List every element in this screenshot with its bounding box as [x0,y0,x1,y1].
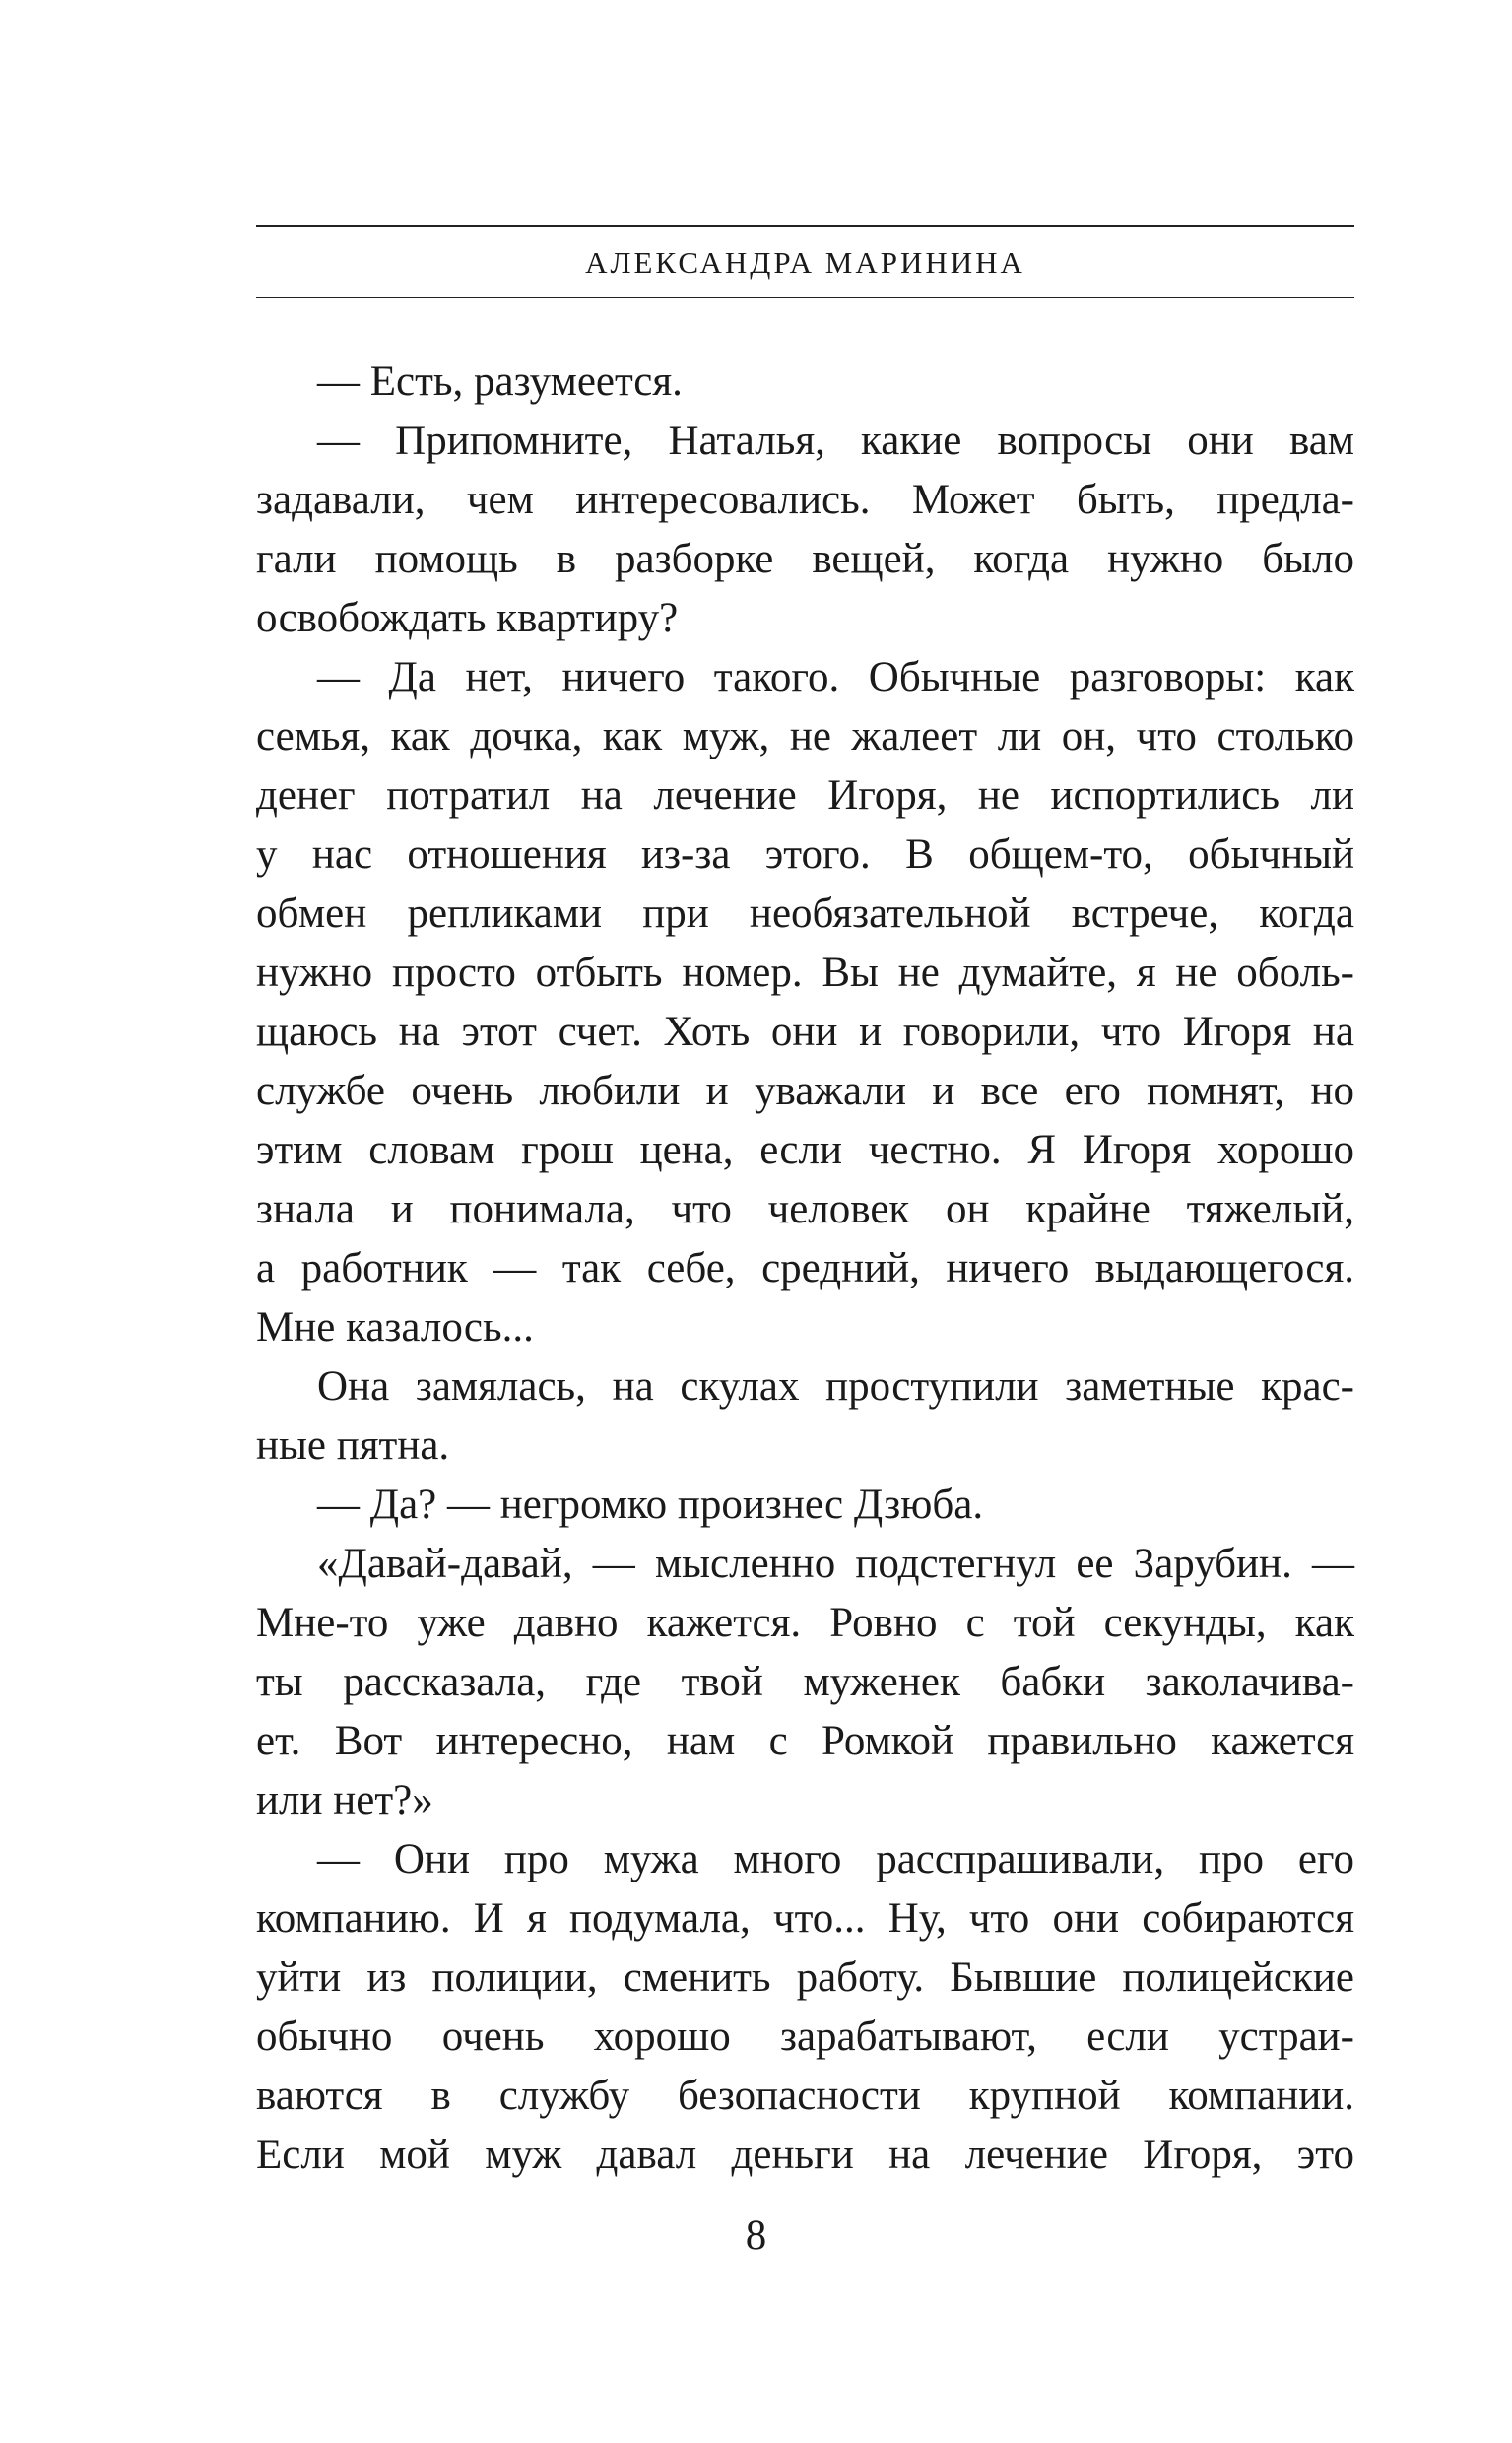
text-line: — Да? — негромко произнес Дзюба. [317,1482,984,1528]
text-line: ты рассказала, где твой муженек бабки заколачива- [256,1659,1354,1705]
text-line: Если мой муж давал деньги на лечение Игоря, это [256,2132,1354,2178]
text-line: Мне-то уже давно кажется. Ровно с той секунды, как [256,1600,1354,1646]
text-line: щаюсь на этот счет. Хоть они и говорили, что Игоря на [256,1009,1354,1055]
text-line: обмен репликами при необязательной встрече, когда [256,891,1354,937]
text-line: службе очень любили и уважали и все его помнят, но [256,1068,1354,1114]
text-line: у нас отношения из-за этого. В общем-то, обычный [256,831,1354,878]
running-header [256,225,1354,298]
text-line: компанию. И я подумала, что... Ну, что они собираются [256,1895,1354,1942]
text-line: задавали, чем интересовались. Может быть, предла- [256,477,1354,523]
text-line: Мне казалось... [256,1304,534,1351]
running-head-author: АЛЕКСАНДРА МАРИНИНА [585,245,1025,280]
text-line: денег потратил на лечение Игоря, не испортились ли [256,772,1354,819]
text-line: Она замялась, на скулах проступили заметные крас- [317,1363,1354,1410]
text-line: а работник — так себе, средний, ничего выдающегося. [256,1245,1354,1291]
text-line: — Есть, разумеется. [317,359,683,405]
text-line: уйти из полиции, сменить работу. Бывшие полицейские [256,1954,1354,2001]
text-line: освобождать квартиру? [256,595,679,641]
text-line: или нет?» [256,1777,433,1823]
text-line: обычно очень хорошо зарабатывают, если устраи- [256,2014,1354,2060]
text-line: — Припомните, Наталья, какие вопросы они вам [317,418,1354,464]
text-line: ные пятна. [256,1422,450,1469]
text-line: «Давай-давай, — мысленно подстегнул ее Зарубин. — [317,1541,1354,1587]
body-text [256,353,1354,2185]
text-line: гали помощь в разборке вещей, когда нужно было [256,536,1354,582]
text-line: ваются в службу безопасности крупной компании. [256,2073,1354,2119]
text-line: семья, как дочка, как муж, не жалеет ли он, что столько [256,713,1354,759]
text-line: этим словам грош цена, если честно. Я Игоря хорошо [256,1127,1354,1173]
text-line: ет. Вот интересно, нам с Ромкой правильно кажется [256,1718,1354,1764]
page-number: 8 [745,2212,767,2259]
text-line: нужно просто отбыть номер. Вы не думайте, я не оболь- [256,950,1354,996]
text-line: — Они про мужа много расспрашивали, про его [317,1836,1354,1882]
text-line: — Да нет, ничего такого. Обычные разговоры: как [317,654,1354,700]
text-line: знала и понимала, что человек он крайне тяжелый, [256,1186,1354,1232]
